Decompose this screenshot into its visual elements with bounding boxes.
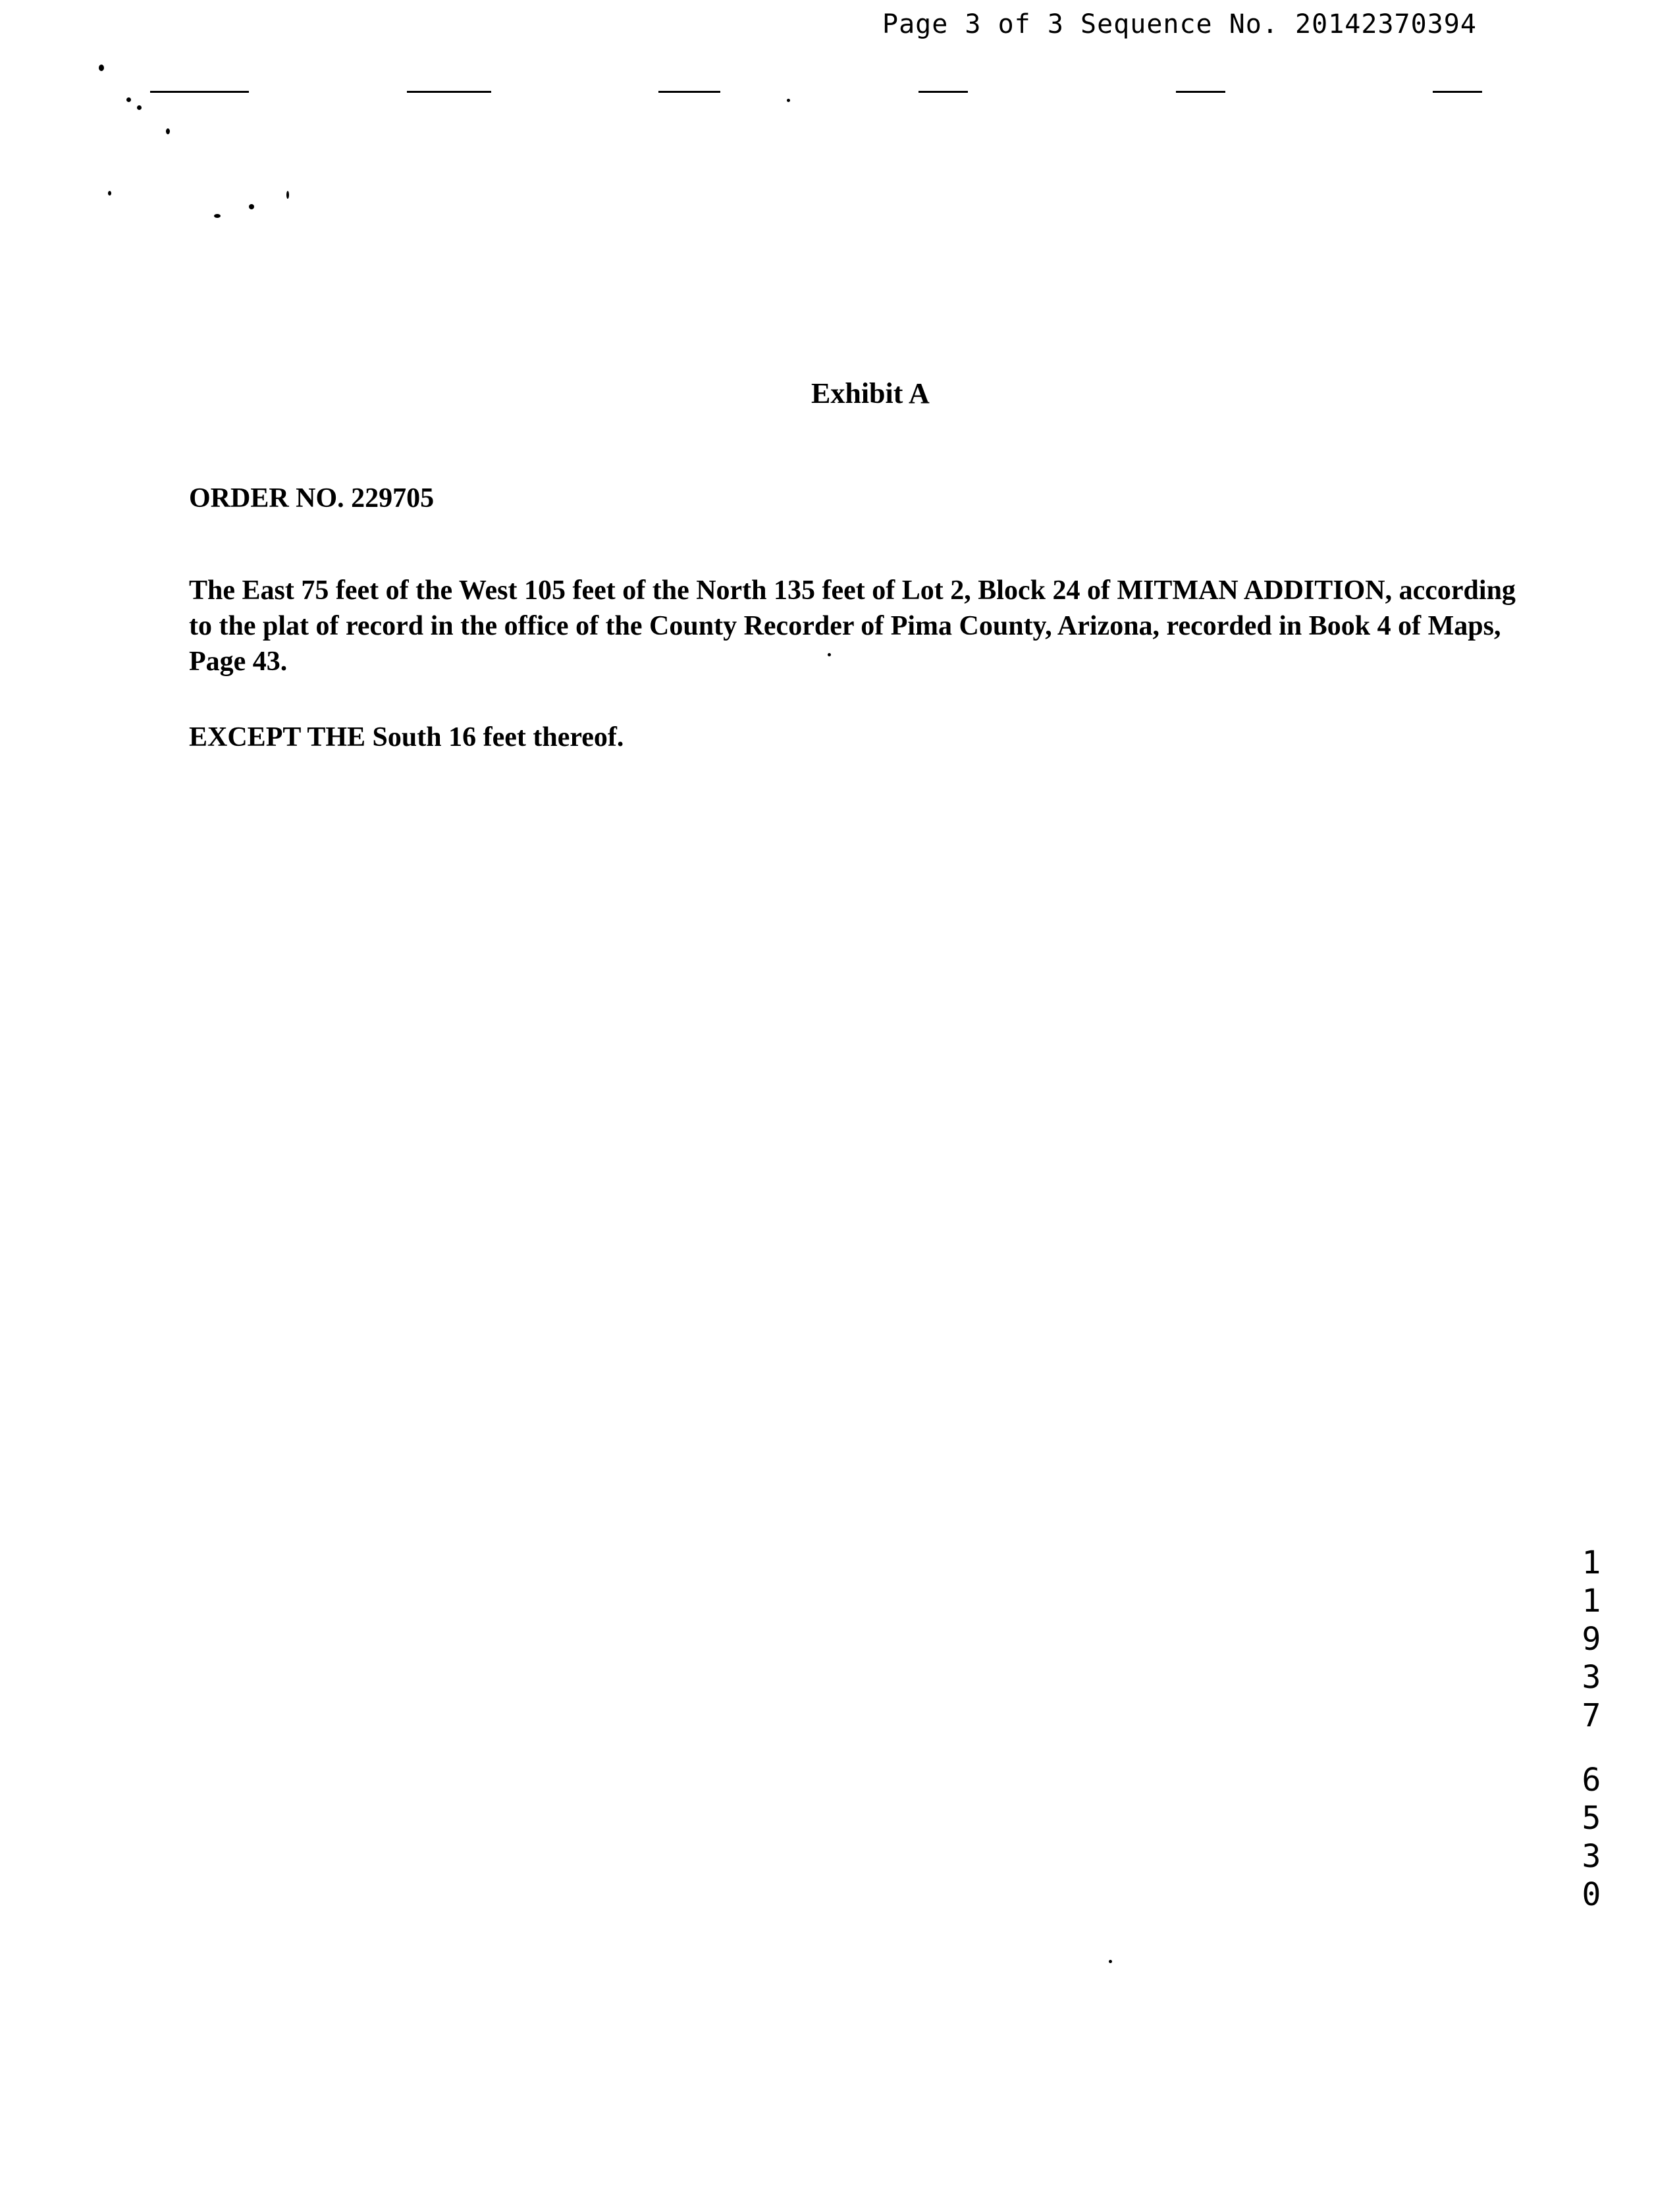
scan-speck <box>214 214 221 218</box>
stamp-digit: 1 <box>1582 1583 1601 1620</box>
scan-rule <box>1433 91 1482 93</box>
scan-speck <box>286 191 289 199</box>
scan-rule <box>918 91 968 93</box>
stamp-digit: 6 <box>1582 1762 1601 1799</box>
legal-description-line: Page 43. <box>189 646 288 677</box>
page-sequence-header: Page 3 of 3 Sequence No. 20142370394 <box>882 9 1477 40</box>
scan-rule <box>658 91 720 93</box>
scan-rule <box>150 91 249 93</box>
exhibit-title: Exhibit A <box>811 377 930 409</box>
scan-speck <box>137 105 142 110</box>
legal-description-line: to the plat of record in the office of the County Recorder of Pima County, Arizona, recorded in Book 4 of Maps, <box>189 611 1501 641</box>
scan-speck <box>249 204 254 209</box>
stamp-gap <box>1575 1735 1608 1761</box>
scan-rule <box>407 91 491 93</box>
exception-clause: EXCEPT THE South 16 feet thereof. <box>189 722 624 752</box>
stamp-digit: 1 <box>1582 1544 1601 1581</box>
legal-description-line: The East 75 feet of the West 105 feet of the North 135 feet of Lot 2, Block 24 of MITMAN ADDITION, according <box>189 575 1516 606</box>
margin-stamp-number <box>1575 1544 1608 1914</box>
stamp-digit: 3 <box>1582 1659 1601 1696</box>
scan-speck <box>108 191 111 196</box>
scan-speck <box>126 97 131 102</box>
stamp-digit: 9 <box>1582 1621 1601 1658</box>
order-number: ORDER NO. 229705 <box>189 483 435 514</box>
stamp-digit: 0 <box>1582 1876 1601 1913</box>
stamp-digit: 7 <box>1582 1697 1601 1734</box>
stamp-digit: 5 <box>1582 1800 1601 1837</box>
scan-speck <box>787 99 790 102</box>
scan-rule <box>1176 91 1225 93</box>
scan-speck <box>1109 1960 1112 1963</box>
legal-description <box>189 573 1532 679</box>
scan-speck <box>99 65 104 71</box>
scan-speck <box>166 128 170 134</box>
stamp-digit: 3 <box>1582 1838 1601 1875</box>
